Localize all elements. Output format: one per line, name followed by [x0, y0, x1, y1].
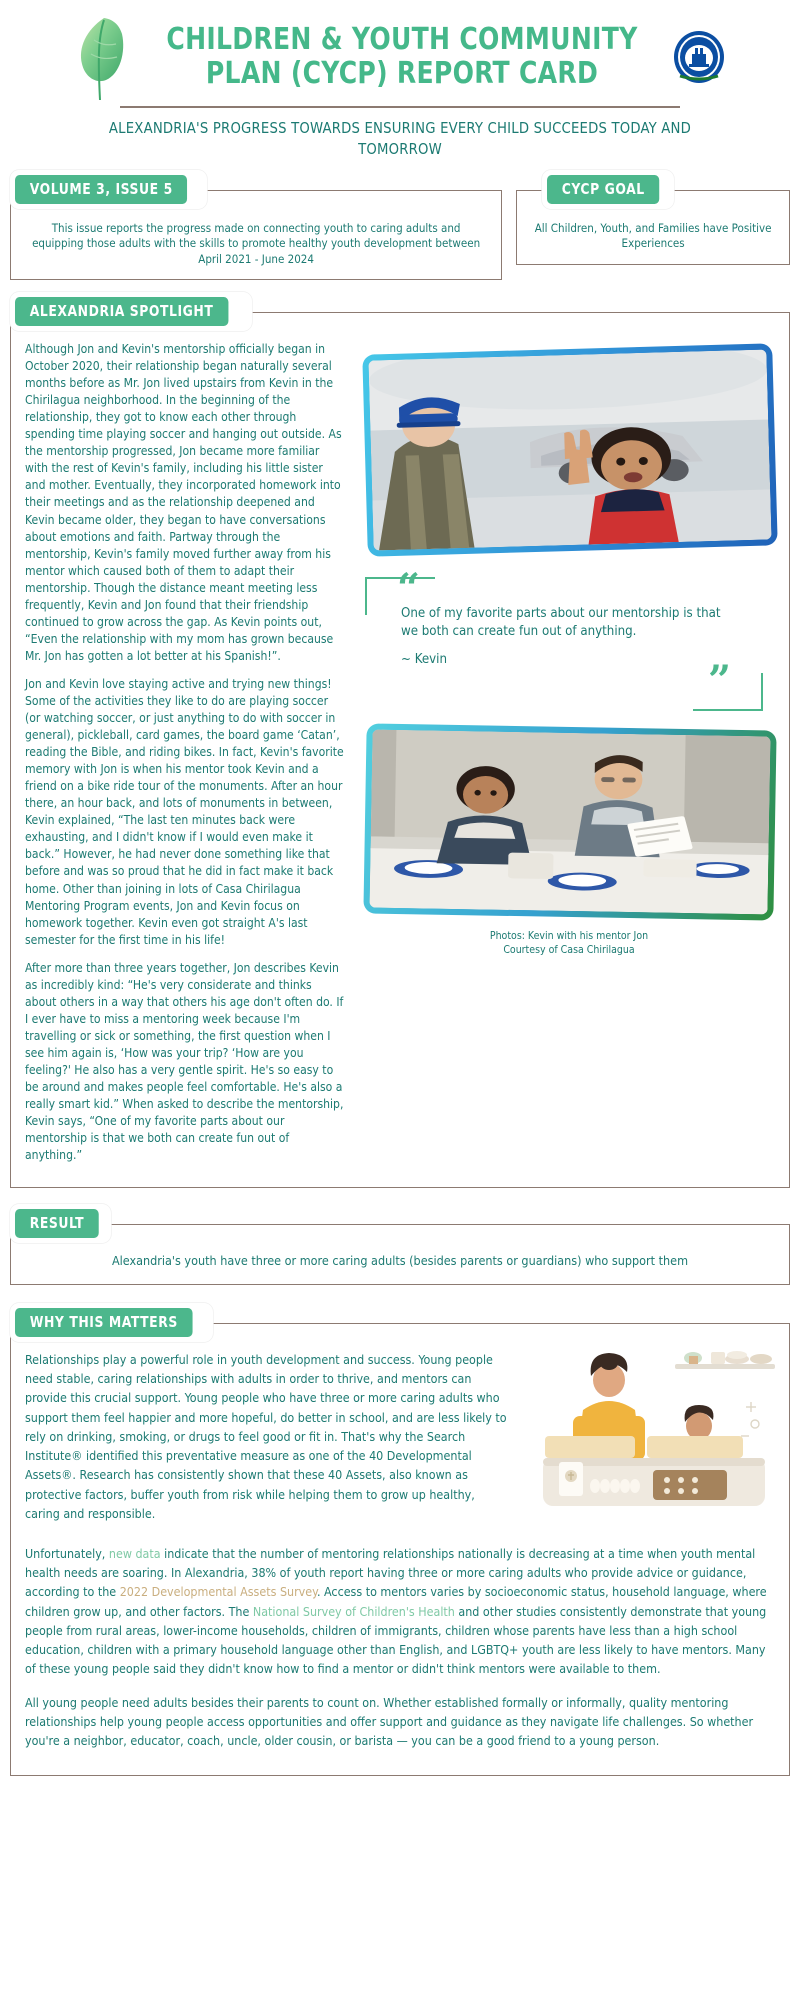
why-p2-part-c: . Access to mentors varies by socioeconomic status, household language, where children grow up, and other factors. The — [25, 1584, 767, 1619]
why-paragraph-3: All young people need adults besides their parents to count on. Whether established formally or informally, quality mentoring relationships help young people access opportunities and offer support and guidance as they navigate life challenges. So whether you're a neighbor, educator, coach, uncle, older cousin, or barista — you can be a good friend to a young person. — [25, 1694, 754, 1748]
quote-open-mark: “ — [397, 565, 421, 613]
page-title: CHILDREN & YOUTH COMMUNITY PLAN (CYCP) REPORT CARD — [166, 22, 638, 91]
volume-section — [10, 170, 502, 280]
quote-close-mark: ” — [707, 656, 731, 704]
why-p2-part-b: indicate that the number of mentoring relationships nationally is decreasing at a time when youth mental health needs are soaring. In Alexandria, 38% of youth report having three or more caring adults who provide advice or guidance, according to the — [25, 1545, 756, 1600]
why-link-national-survey[interactable]: National Survey of Children's Health — [252, 1603, 455, 1619]
goal-tab-label: CYCP GOAL — [547, 175, 659, 204]
goal-section — [516, 170, 790, 280]
spotlight-box — [10, 312, 790, 1188]
spotlight-tab-label: ALEXANDRIA SPOTLIGHT — [15, 297, 228, 326]
why-paragraph-1: Relationships play a powerful role in youth development and success. Young people need stable, caring relationships with adults in order to thrive, and mentors can provide this crucial support. Young people who have three or more caring adults who support them feel happier and more hopeful, do better in school, and are less likely to rely on drinking, smoking, or drugs to feel good or fit in. That's why the Search Institute® identified this preventative measure as one of the 40 Developmental Assets®. Research has consistently shown that these 40 Assets, also known as protective factors, buffer youth from risk while helping them to grow up healthy, caring and responsible. — [25, 1352, 507, 1521]
why-this-matters-section — [10, 1303, 790, 1776]
quote-corner-bottom-right — [693, 673, 763, 711]
why-p2-part-d: and other studies consistently demonstrate that young people from rural areas, lower-income households, children of immigrants, children whose parents have less than a high school education, children with a primary household language other than English, and LGBTQ+ youth are less likely to have mentors. Many of these young people said they didn't know how to find a mentor or didn't think mentors were available to them. — [25, 1603, 767, 1677]
photo-kevin-mentor-table — [363, 723, 776, 920]
photo-caption-line2: Courtesy of Casa Chirilagua — [503, 943, 635, 956]
why-p2-part-a: Unfortunately, — [25, 1545, 109, 1561]
spotlight-narrative — [25, 341, 345, 1175]
spotlight-paragraph: Jon and Kevin love staying active and trying new things! Some of the activities they like to do are playing soccer (or watching soccer, or just anything to do with soccer in general), pickleball, card games, the board game ‘Catan’, reading the Bible, and riding bikes. In fact, Kevin's favorite memory with Jon is when his mentor took Kevin and a friend on a bike ride tour of the monuments. After an hour there, an hour back, and lots of monuments in between, Kevin explained, “The last ten minutes back were exhausting, and I didn't know if I would even make it back.” However, he had never done something like that before and was so proud that he did in fact make it back home. Other than joining in lots of Casa Chirilagua Mentoring Program events, Jon and Kevin focus on homework together. Kevin even got straight A's last semester for the first time in his life! — [25, 676, 344, 947]
photo-caption — [359, 929, 779, 957]
goal-tab — [542, 170, 674, 209]
spotlight-section — [10, 292, 790, 1188]
result-box — [10, 1224, 790, 1285]
goal-text: All Children, Youth, and Families have Positive Experiences — [534, 220, 772, 251]
page-subtitle: ALEXANDRIA'S PROGRESS TOWARDS ENSURING EVERY CHILD SUCCEEDS TODAY AND TOMORROW — [108, 119, 692, 158]
result-text: Alexandria's youth have three or more caring adults (besides parents or guardians) who support them — [111, 1253, 689, 1269]
volume-text: This issue reports the progress made on connecting youth to caring adults and equipping those adults with the skills to promote healthy youth development between April 2021 - June 2024 — [32, 220, 481, 266]
page-header — [0, 0, 800, 164]
pull-quote — [365, 565, 763, 710]
quote-text: One of my favorite parts about our mentorship is that we both can create fun out of anything. — [401, 606, 721, 640]
header-title-row — [0, 14, 800, 100]
why-box — [10, 1323, 790, 1776]
photo-caption-line1: Photos: Kevin with his mentor Jon — [489, 929, 649, 942]
why-paragraph-1-wrap — [25, 1350, 511, 1534]
why-tab-label: WHY THIS MATTERS — [15, 1308, 193, 1337]
why-link-new-data[interactable]: new data — [108, 1545, 161, 1561]
top-info-row — [10, 170, 790, 280]
spotlight-paragraph: After more than three years together, Jon describes Kevin as incredibly kind: “He's very considerate and thinks about others in a way that others his age don't often do. If I ever have to miss a mentoring week because I'm travelling or sick or something, the first question when I see him again is, ‘How was your trip? ‘How are you feeling?' He also has a very gentle spirit. He's so easy to be around and makes people feel comfortable. He's also a really smart kid.” When asked to describe the mentorship, Kevin says, “One of my favorite parts about our mentorship is that we both can create fun out of anything.” — [25, 960, 344, 1163]
kitchen-illustration — [525, 1350, 775, 1518]
why-paragraph-2 — [25, 1544, 775, 1750]
result-tab-label: RESULT — [15, 1209, 99, 1238]
why-tab — [10, 1303, 213, 1342]
spotlight-media-column — [359, 341, 779, 957]
volume-tab — [10, 170, 207, 209]
title-divider — [120, 106, 680, 108]
spotlight-tab — [10, 292, 252, 331]
quote-corner-top-left — [365, 577, 435, 615]
result-tab — [10, 1204, 111, 1243]
why-link-developmental-assets-survey[interactable]: 2022 Developmental Assets Survey — [119, 1584, 317, 1600]
photo-kevin-mentor-car-museum — [362, 343, 777, 556]
leaf-icon — [74, 14, 132, 100]
spotlight-paragraph: Although Jon and Kevin's mentorship officially began in October 2020, their relationship began naturally several months before as Mr. Jon lived upstairs from Kevin in the Chirilagua neighborhood. In the beginning of the relationship, they got to know each other through spending time playing soccer and hanging out outside. As the mentorship progressed, Jon became more familiar with the rest of Kevin's family, including his little sister and mother. Eventually, they incorporated homework into their meetings and as the relationship deepened and Kevin became older, they began to have conversations about emotions and faith. Partway through the mentorship, Kevin's family moved further away from his mentor which caused both of them to adapt their mentorship. Though the distance meant meeting less frequently, Kevin and Jon found that their friendship continued to grow across the gap. As Kevin points out, “Even the relationship with my mom has grown because Mr. Jon has gotten a lot better at his Spanish!”. — [25, 342, 342, 663]
result-section — [10, 1204, 790, 1285]
city-of-alexandria-seal-icon — [672, 30, 726, 84]
volume-tab-label: VOLUME 3, ISSUE 5 — [15, 175, 187, 204]
quote-attribution: ~ Kevin — [401, 651, 447, 667]
